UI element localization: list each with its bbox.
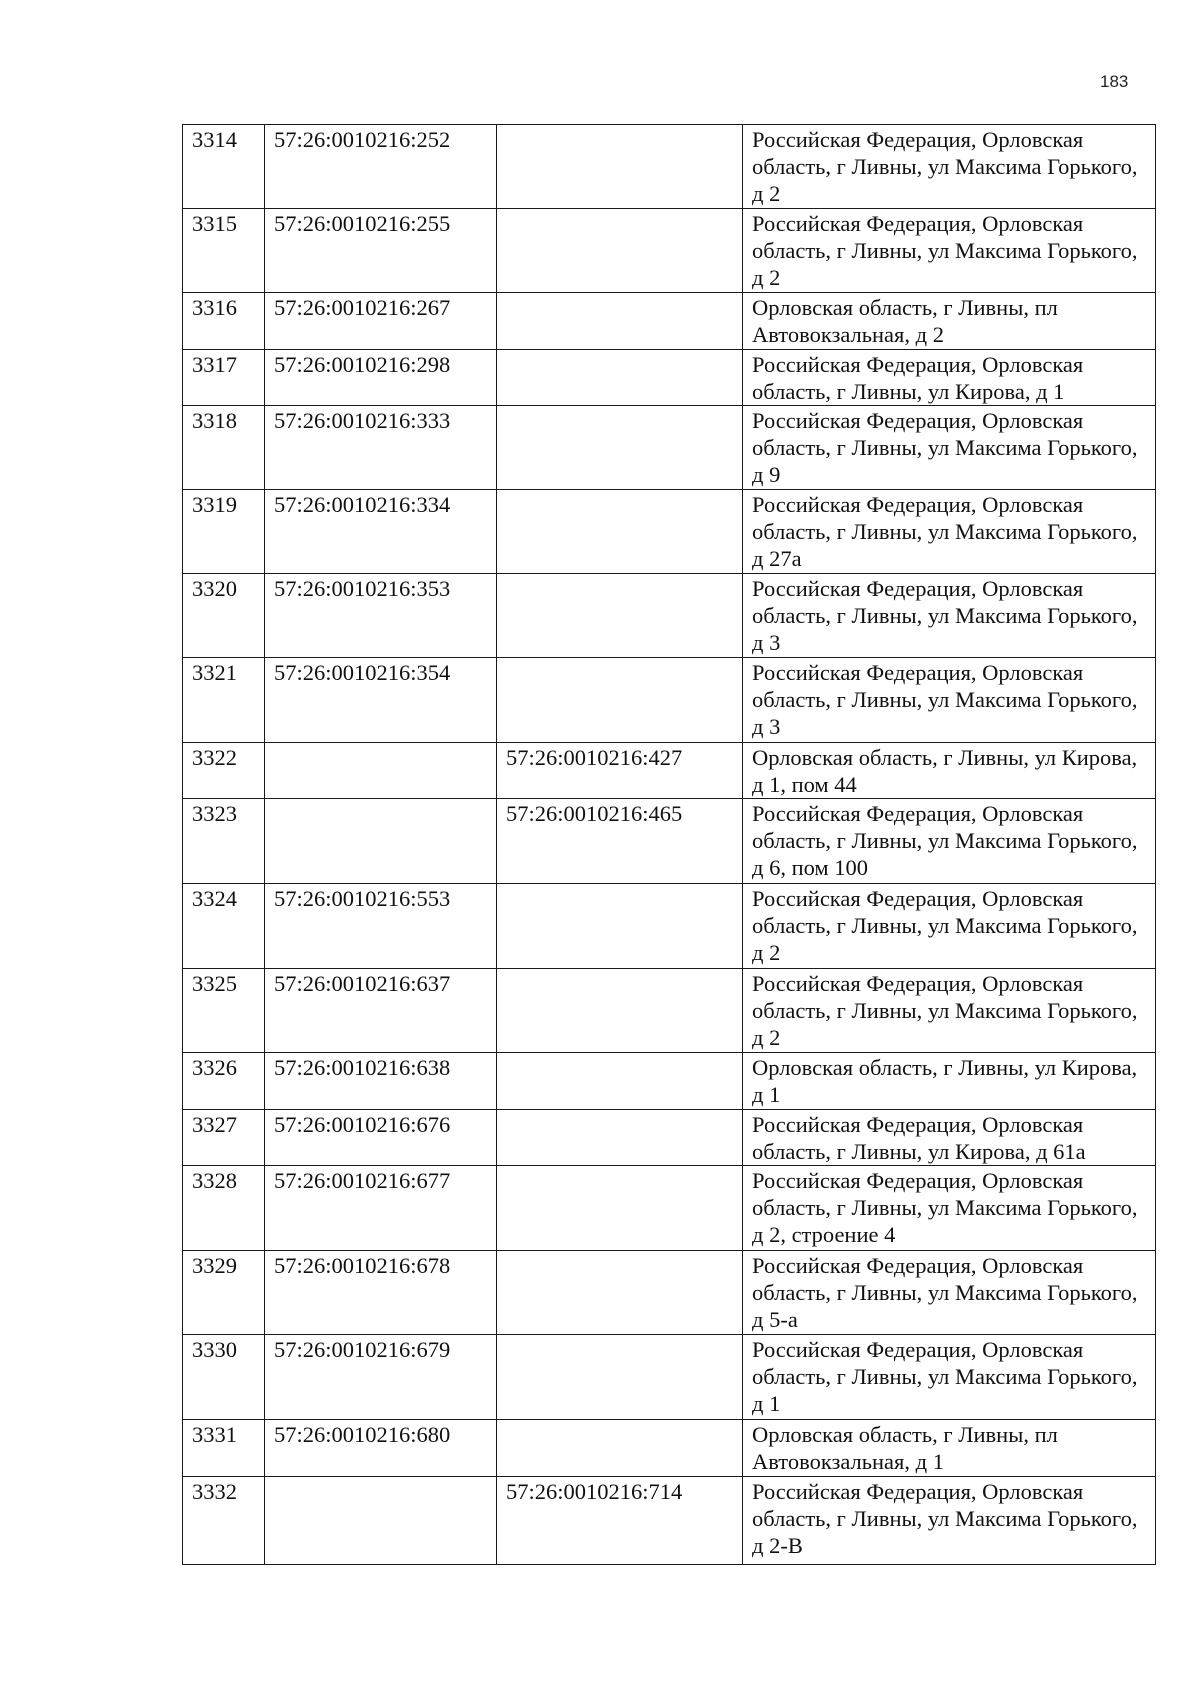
address-cell: Российская Федерация, Орловская область, г Ливны, ул Максима Горького, д 2-В — [743, 1477, 1156, 1565]
address-cell: Российская Федерация, Орловская область, г Ливны, ул Максима Горького, д 3 — [743, 574, 1156, 658]
land-cadastral-number-cell: 57:26:0010216:676 — [265, 1110, 497, 1166]
object-cadastral-number-cell — [497, 1166, 743, 1251]
table-row — [183, 969, 1156, 1053]
row-number-cell: 3322 — [183, 743, 265, 799]
row-number-cell: 3325 — [183, 969, 265, 1053]
table-row — [183, 209, 1156, 293]
land-cadastral-number-cell: 57:26:0010216:678 — [265, 1251, 497, 1335]
row-number-cell: 3317 — [183, 350, 265, 406]
row-number-cell: 3329 — [183, 1251, 265, 1335]
land-cadastral-number-cell: 57:26:0010216:354 — [265, 658, 497, 743]
land-cadastral-number-cell — [265, 799, 497, 884]
table-row — [183, 350, 1156, 406]
row-number-cell: 3318 — [183, 406, 265, 490]
table-row — [183, 799, 1156, 884]
table-row — [183, 1477, 1156, 1565]
address-cell: Российская Федерация, Орловская область, г Ливны, ул Максима Горького, д 2, строение 4 — [743, 1166, 1156, 1251]
land-cadastral-number-cell: 57:26:0010216:677 — [265, 1166, 497, 1251]
row-number-cell: 3314 — [183, 125, 265, 209]
row-number-cell: 3319 — [183, 490, 265, 574]
address-cell: Орловская область, г Ливны, ул Кирова, д 1 — [743, 1053, 1156, 1110]
address-cell: Российская Федерация, Орловская область, г Ливны, ул Максима Горького, д 6, пом 100 — [743, 799, 1156, 884]
table-row — [183, 1335, 1156, 1420]
land-cadastral-number-cell — [265, 743, 497, 799]
row-number-cell: 3326 — [183, 1053, 265, 1110]
land-cadastral-number-cell: 57:26:0010216:680 — [265, 1420, 497, 1477]
table-row — [183, 125, 1156, 209]
table-row — [183, 406, 1156, 490]
object-cadastral-number-cell — [497, 125, 743, 209]
object-cadastral-number-cell — [497, 1420, 743, 1477]
land-cadastral-number-cell: 57:26:0010216:353 — [265, 574, 497, 658]
row-number-cell: 3320 — [183, 574, 265, 658]
object-cadastral-number-cell — [497, 1053, 743, 1110]
object-cadastral-number-cell — [497, 490, 743, 574]
table-row — [183, 743, 1156, 799]
row-number-cell: 3321 — [183, 658, 265, 743]
object-cadastral-number-cell: 57:26:0010216:465 — [497, 799, 743, 884]
land-cadastral-number-cell: 57:26:0010216:267 — [265, 293, 497, 350]
row-number-cell: 3332 — [183, 1477, 265, 1565]
object-cadastral-number-cell: 57:26:0010216:427 — [497, 743, 743, 799]
land-cadastral-number-cell: 57:26:0010216:255 — [265, 209, 497, 293]
row-number-cell: 3327 — [183, 1110, 265, 1166]
land-cadastral-number-cell: 57:26:0010216:553 — [265, 884, 497, 969]
table-row — [183, 1420, 1156, 1477]
table-row — [183, 293, 1156, 350]
object-cadastral-number-cell — [497, 209, 743, 293]
table-row — [183, 490, 1156, 574]
object-cadastral-number-cell — [497, 969, 743, 1053]
object-cadastral-number-cell — [497, 406, 743, 490]
address-cell: Российская Федерация, Орловская область, г Ливны, ул Максима Горького, д 3 — [743, 658, 1156, 743]
registry-table-body — [183, 125, 1156, 1565]
object-cadastral-number-cell — [497, 1251, 743, 1335]
address-cell: Орловская область, г Ливны, ул Кирова, д 1, пом 44 — [743, 743, 1156, 799]
object-cadastral-number-cell — [497, 293, 743, 350]
object-cadastral-number-cell — [497, 658, 743, 743]
land-cadastral-number-cell: 57:26:0010216:679 — [265, 1335, 497, 1420]
row-number-cell: 3330 — [183, 1335, 265, 1420]
object-cadastral-number-cell — [497, 350, 743, 406]
land-cadastral-number-cell: 57:26:0010216:637 — [265, 969, 497, 1053]
land-cadastral-number-cell — [265, 1477, 497, 1565]
land-cadastral-number-cell: 57:26:0010216:252 — [265, 125, 497, 209]
address-cell: Российская Федерация, Орловская область, г Ливны, ул Максима Горького, д 9 — [743, 406, 1156, 490]
address-cell: Российская Федерация, Орловская область, г Ливны, ул Максима Горького, д 2 — [743, 969, 1156, 1053]
table-row — [183, 658, 1156, 743]
table-row — [183, 574, 1156, 658]
land-cadastral-number-cell: 57:26:0010216:638 — [265, 1053, 497, 1110]
table-row — [183, 884, 1156, 969]
table-row — [183, 1166, 1156, 1251]
row-number-cell: 3316 — [183, 293, 265, 350]
object-cadastral-number-cell — [497, 1110, 743, 1166]
table-row — [183, 1053, 1156, 1110]
address-cell: Российская Федерация, Орловская область, г Ливны, ул Максима Горького, д 2 — [743, 125, 1156, 209]
land-cadastral-number-cell: 57:26:0010216:334 — [265, 490, 497, 574]
row-number-cell: 3324 — [183, 884, 265, 969]
address-cell: Российская Федерация, Орловская область, г Ливны, ул Максима Горького, д 27а — [743, 490, 1156, 574]
address-cell: Российская Федерация, Орловская область, г Ливны, ул Максима Горького, д 1 — [743, 1335, 1156, 1420]
registry-table — [182, 124, 1156, 1565]
row-number-cell: 3315 — [183, 209, 265, 293]
address-cell: Российская Федерация, Орловская область, г Ливны, ул Максима Горького, д 5-а — [743, 1251, 1156, 1335]
table-row — [183, 1251, 1156, 1335]
row-number-cell: 3328 — [183, 1166, 265, 1251]
land-cadastral-number-cell: 57:26:0010216:298 — [265, 350, 497, 406]
address-cell: Орловская область, г Ливны, пл Автовокзальная, д 2 — [743, 293, 1156, 350]
address-cell: Российская Федерация, Орловская область, г Ливны, ул Кирова, д 61а — [743, 1110, 1156, 1166]
row-number-cell: 3323 — [183, 799, 265, 884]
address-cell: Орловская область, г Ливны, пл Автовокзальная, д 1 — [743, 1420, 1156, 1477]
object-cadastral-number-cell — [497, 574, 743, 658]
address-cell: Российская Федерация, Орловская область, г Ливны, ул Максима Горького, д 2 — [743, 884, 1156, 969]
land-cadastral-number-cell: 57:26:0010216:333 — [265, 406, 497, 490]
object-cadastral-number-cell: 57:26:0010216:714 — [497, 1477, 743, 1565]
address-cell: Российская Федерация, Орловская область, г Ливны, ул Максима Горького, д 2 — [743, 209, 1156, 293]
object-cadastral-number-cell — [497, 884, 743, 969]
address-cell: Российская Федерация, Орловская область, г Ливны, ул Кирова, д 1 — [743, 350, 1156, 406]
table-row — [183, 1110, 1156, 1166]
page-number: 183 — [1100, 72, 1129, 91]
object-cadastral-number-cell — [497, 1335, 743, 1420]
row-number-cell: 3331 — [183, 1420, 265, 1477]
